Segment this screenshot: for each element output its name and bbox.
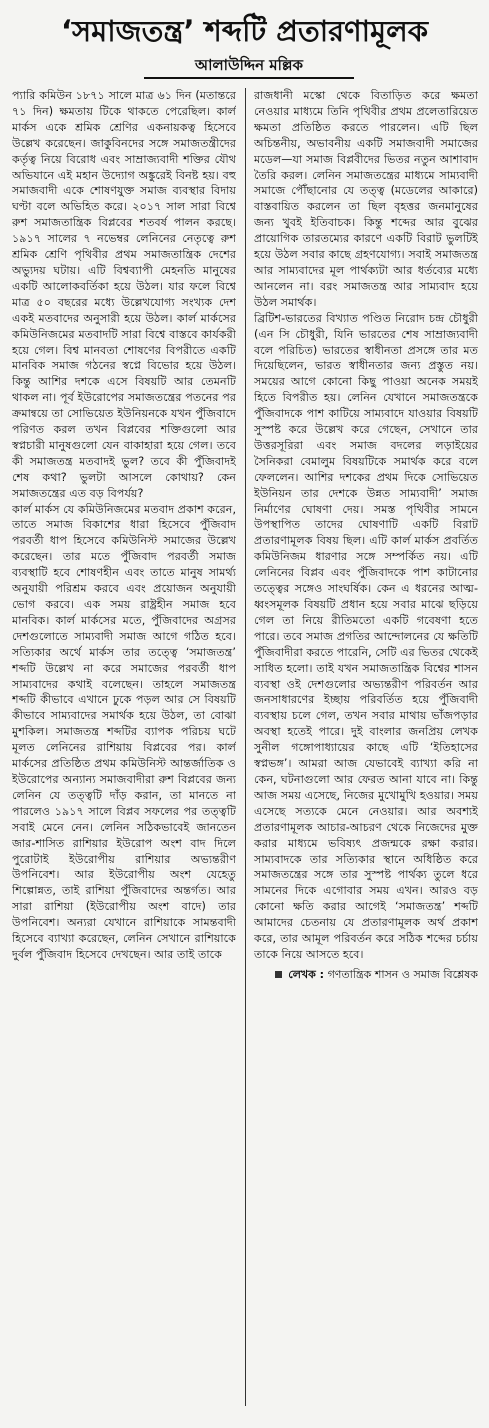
right-paragraph-1: রাজধানী মস্কো থেকে বিতাড়িত করে ক্ষমতা নেওয়ার মাধ্যমে তিনি পৃথিবীর প্রথম প্রলেতারিয়েত ক্ষমতা প্রতিষ্ঠিত করতে পারলেন। এটি ছিল অচিন্তনীয়, অভাবনীয় একটি সমাজবাদী সমাজের মডেল—যা সমাজ বিপ্লবীদের ভিতর নতুন আশাবাদ তৈরি করল। লেনিন সমাজতন্ত্রের মাধ্যমে সাম্যবাদী সমাজে পৌঁছানোর যে তত্ত্ব (মডেলের আকারে) বাস্তবায়িত করলেন তা ছিল বৃহত্তর জনমানুষের জন্য খুবই ইতিবাচক। কিন্তু শব্দের আর বুঝের প্রায়োগিক তারতম্যের কারণে একটি বিরাট ভুলটিই হয়ে উঠল সবার কাছে গ্রহণযোগ্য। সবাই সমাজতন্ত্র আর সাম্যবাদের মূল পার্থক্যটা আর ধর্তব্যের মধ্যে আনলেন না। বরং সমাজতন্ত্র আর সাম্যবাদ হয়ে উঠল সমার্থক। bbox=[254, 89, 478, 309]
byline-block bbox=[8, 50, 481, 80]
left-column bbox=[12, 88, 236, 1418]
right-column bbox=[254, 88, 478, 1418]
author-note-text: গণতান্ত্রিক শাসন ও সমাজ বিশ্লেষক bbox=[327, 967, 478, 981]
left-paragraph-2: কার্ল মার্কস যে কমিউনিজমের মতবাদ প্রকাশ করেন, তাতে সমাজ বিকাশের ধারা হিসেবে পুঁজিবাদ পরবর্তী ধাপ হিসেবে কমিউনিস্ট সমাজের উল্লেখ করেছেন। তার মতে পুঁজিবাদ পরবর্তী সমাজ ব্যবস্থাটি হবে শোষণহীন এবং তাতে মানুষ সামর্থ্য অনুযায়ী পরিশ্রম করবে এবং প্রয়োজন অনুযায়ী ভোগ করবে। এক সময় রাষ্ট্রহীন সমাজ হবে মানবিক। কার্ল মার্কসের মতে, পুঁজিবাদের অগ্রসর দেশগুলোতে সাম্যবাদী সমাজ আগে গঠিত হবে। সত্যিকার অর্থে মার্কস তার তত্ত্বে ‘সমাজতন্ত্র’ শব্দটি উল্লেখ না করে সমাজের পরবর্তী ধাপ সাম্যবাদের কথাই বলেছেন। তাহলে সমাজতন্ত্র শব্দটি কীভাবে এখানে ঢুকে পড়ল আর সে বিষয়টি কীভাবে সাম্যবাদের সমার্থক হয়ে উঠল, তা বোঝা মুশকিল। সমাজতন্ত্র শব্দটির ব্যাপক পরিচয় ঘটে মূলত লেনিনের রাশিয়ায় বিপ্লবের পর। কার্ল মার্কসের প্রতিষ্ঠিত প্রথম কমিউনিস্ট আন্তর্জাতিক ও ইউরোপের অন্যান্য সমাজবাদীরা রুশ বিপ্লবের জন্য লেনিন যে তত্ত্বটি দাঁড় করান, তা মানতে না পারলেও ১৯১৭ সালে বিপ্লব সফলের পর তত্ত্বটি সবাই মেনে নেন। লেনিন সঠিকভাবেই জানতেন জার-শাসিত রাশিয়ার ইউরোপ অংশ বাদ দিলে পুরোটাই ইউরোপীয় রাশিয়ার অভ্যন্তরীণ উপনিবেশ। আর ইউরোপীয় অংশ যেহেতু শিল্পোন্নত, তাই রাশিয়া পুঁজিবাদের অন্তর্গত। আর সারা রাশিয়া (ইউরোপীয় অংশ বাদে) তার উপনিবেশ। অন্যরা যেখানে রাশিয়াকে সামন্তবাদী হিসেবে ব্যাখ্যা করেছেন, লেনিন সেখানে রাশিয়াকে দুর্বল পুঁজিবাদ হিসেবে দেখছেন। আর তাই তাকে bbox=[12, 502, 236, 961]
left-paragraph-1: প্যারি কমিউন ১৮৭১ সালে মাত্র ৬১ দিন (মতান্তরে ৭১ দিন) ক্ষমতায় টিকে থাকতে পেরেছিল। কার্ল মার্কস একে শ্রমিক শ্রেণির একনায়কত্ব হিসেবে উল্লেখ করেছেন। জাকুবিনদের সঙ্গে সমাজতন্ত্রীদের কর্তৃত্ব নিয়ে বিরোধ এবং সাম্রাজ্যবাদী শক্তির যৌথ অভিযানে এই মহান উদ্যোগ অঙ্কুরেই বিনষ্ট হয়। বহু সমাজবাদী একে শোষণযুক্ত সমাজ ব্যবস্থার বিদায় ঘণ্টা বলে অভিহিত করে। ২০১৭ সাল সারা বিশ্বে রুশ সমাজতান্ত্রিক বিপ্লবের শতবর্ষ পালন করছে। ১৯১৭ সালের ৭ নভেম্বর লেনিনের নেতৃত্বে রুশ শ্রমিক শ্রেণি পৃথিবীর প্রথম সমাজতান্ত্রিক দেশের অভ্যুদয় ঘটায়। এটি বিশ্বব্যাপী মেহনতি মানুষের একটি আলোকবর্তিকা হয়ে উঠল। যার ফলে বিশ্বে মাত্র ৫০ বছরের মধ্যে উল্লেখযোগ্য সংখ্যক দেশ একই মতবাদের অনুসারী হয়ে উঠল। কার্ল মার্কসের কমিউনিজমের মতবাদটি সারা বিশ্বে বাস্তবে কার্যকরী হয়ে গেল। বিশ্ব মানবতা শোষণের বিপরীতে একটি মানবিক সমাজ গঠনের স্বপ্নে বিভোর হয়ে উঠল। কিন্তু আশির দশকে এসে বিষয়টি আর তেমনটি থাকল না। পূর্ব ইউরোপের সমাজতন্ত্রের পতনের পর ক্রমান্বয়ে তা সোভিয়েত ইউনিয়নকে যখন পুঁজিবাদে পরিণত করল তখন বিপ্লবের শক্তিগুলো আর স্বপ্নচারী মানুষগুলো যেন বাকাহারা হয়ে গেল। তবে কী সমাজতন্ত্র মতবাদই ভুল? তবে কী পুঁজিবাদই শেষ কথা? ভুলটা আসলে কোথায়? কেন সমাজতন্ত্রের এত বড় বিপর্যয়? bbox=[12, 89, 236, 500]
author-note-label: লেখক : bbox=[288, 967, 325, 981]
right-paragraph-2: ব্রিটিশ-ভারতের বিখ্যাত পণ্ডিত নিরোদ চন্দ্র চৌধুরী (এন সি চৌধুরী, যিনি ভারতের শেষ সাম্রাজ্যবাদী বলে পরিচিত) ভারতের স্বাধীনতা প্রসঙ্গে তার মত দিয়েছিলেন, ভারত স্বাধীনতার জন্য প্রস্তুত নয়। সময়ের আগে কোনো কিছু পাওয়া অনেক সময়ই হিতে বিপরীত হয়। লেনিন যেখানে সমাজতন্ত্রকে পুঁজিবাদকে পাশ কাটিয়ে সাম্যবাদে যাওয়ার বিষয়টি সুস্পষ্ট করে উল্লেখ করে গেছেন, সেখানে তার উত্তরসূরিরা এবং সমাজ বদলের লড়াইয়ের সৈনিকরা বেমালুম বিষয়টিকে সমার্থক করে বলে ফেললেন। আশির দশকের প্রথম দিকে সোভিয়েত ইউনিয়ন তার দেশকে উন্নত সাম্যবাদী’ সমাজ নির্মাণের ঘোষণা দেয়। সমস্ত পৃথিবীর সামনে উপস্থাপিত তাদের ঘোষণাটি একটি বিরাট প্রতারণামূলক বিষয় ছিল। এটি কার্ল মার্কস প্রবর্তিত কমিউনিজম ধারণার সঙ্গে সম্পর্কিত নয়। এটি লেনিনের বিপ্লব এবং পুঁজিবাদকে পাশ কাটানোর তত্ত্বের সঙ্গেও সাংঘর্ষিক। কেন এ ধরনের আত্ম-ধ্বংসমূলক বিষয়টি প্রধান হয়ে সবার মাঝে ছড়িয়ে গেল তা নিয়ে রীতিমতো একটি গবেষণা হতে পারে। তবে সমাজ প্রগতির আন্দোলনের যে ক্ষতিটি পুঁজিবাদীরা করতে পারেনি, সেটি এর ভিতর থেকেই সাধিত হলো। তাই যখন সমাজতান্ত্রিক বিশ্বের শাসন ব্যবস্থা ওই দেশগুলোর অভ্যন্তরীণ পরিবর্তন আর জনসাধারণের ইচ্ছায় পরিবর্তিত হয়ে পুঁজিবাদী ব্যবস্থায় চলে গেল, তখন সবার মাথায় ভাঁজপড়ার অবস্থা হতেই পারে। দুই বাংলার জনপ্রিয় লেখক সুনীল গঙ্গোপাধ্যায়ের কাছে এটি ‘ইতিহাসের স্বপ্নভঙ্গ’। আমরা আজ যেভাবেই ব্যাখ্যা করি না কেন, ঘটনাগুলো আর ফেরত আনা যাবে না। কিন্তু আজ সময় এসেছে, নিজের মুখোমুখি হওয়ার। সময় এসেছে সত্যকে মেনে নেওয়ার। আর অবশ্যই প্রতারণামূলক আচার-আচরণ থেকে নিজেদের মুক্ত করার মাধ্যমে ভবিষ্যৎ প্রজন্মকে রক্ষা করার। সাম্যবাদকে তার সত্যিকার স্থানে অধিষ্ঠিত করে সমাজতন্ত্রের সঙ্গে তার সুস্পষ্ট পার্থক্য তুলে ধরে সামনের দিকে এগোবার সময় এখন। আরও বড় কোনো ক্ষতি করার আগেই ‘সমাজতন্ত্র’ শব্দটি আমাদের চেতনায় যে প্রতারণামূলক অর্থ প্রকাশ করে, তার আমূল পরিবর্তন করে সঠিক শব্দের চর্চায় তাকে নিয়ে আসতে হবে। bbox=[254, 311, 478, 961]
column-divider bbox=[245, 88, 246, 1406]
square-bullet-icon bbox=[275, 971, 282, 978]
article-columns bbox=[12, 88, 478, 1418]
author-note bbox=[254, 967, 478, 983]
headline: ‘সমাজতন্ত্র’ শব্দটি প্রতারণামূলক bbox=[60, 14, 429, 48]
byline: আলাউদ্দিন মল্লিক bbox=[194, 56, 304, 74]
byline-rule bbox=[144, 77, 354, 79]
